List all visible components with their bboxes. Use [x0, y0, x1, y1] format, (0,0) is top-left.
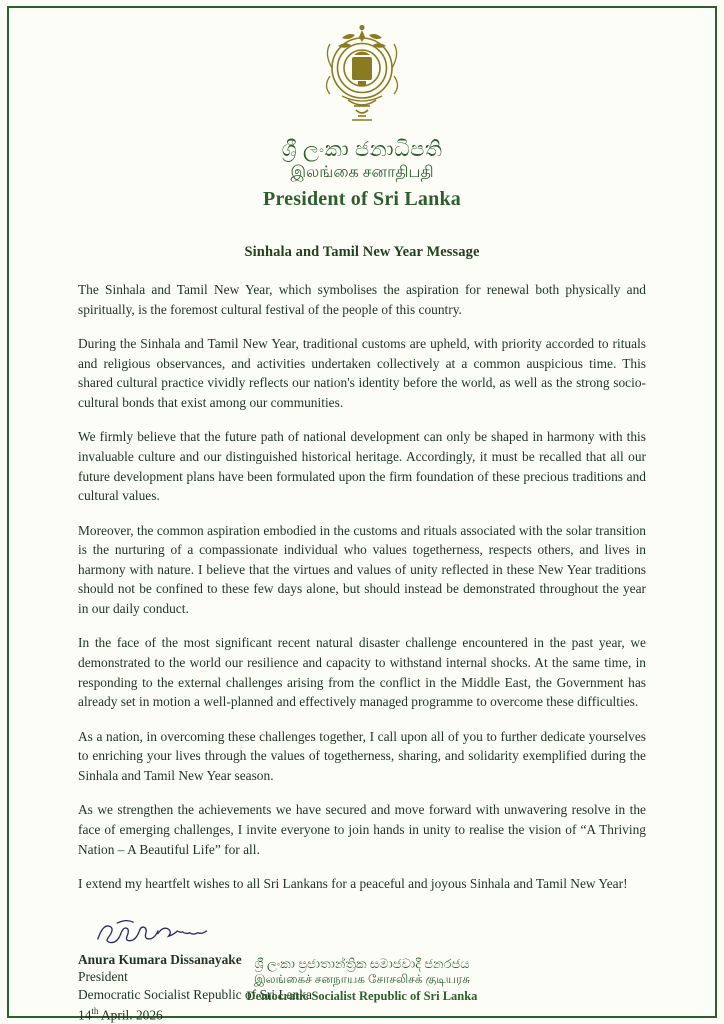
paragraph: The Sinhala and Tamil New Year, which symbolises the aspiration for renewal both physically and spiritually, is the foremost cultural festival of the people of this country. [78, 282, 646, 317]
letterhead [78, 136, 646, 211]
paragraph: We firmly believe that the future path of national development can only be shaped in harmony with this invaluable culture and our distinguished historical heritage. Accordingly, it must be recalled that all our future development plans have been formulated upon the firm foundation of these precious traditions and cultural values. [78, 429, 646, 504]
signatory-name: Anura Kumara Dissanayake [78, 951, 242, 967]
date-rest: April. 2026 [98, 1007, 163, 1023]
message-body [78, 280, 646, 894]
paragraph: As a nation, in overcoming these challenges together, I call upon all of you to further dedicate yourselves to enriching your lives through the values of togetherness, sharing, and solidarity exemplified during the Sinhala and Tamil New Year season. [78, 728, 646, 783]
letterhead-sinhala: ශ්‍රී ලංකා ජනාධිපති [281, 137, 443, 161]
signature-date [78, 1006, 646, 1023]
page-title: Sinhala and Tamil New Year Message [244, 244, 480, 261]
letterhead-tamil: இலங்கை சனாதிபதி [290, 164, 434, 182]
letterhead-english: President of Sri Lanka [263, 188, 461, 211]
paragraph: I extend my heartfelt wishes to all Sri Lankans for a peaceful and joyous Sinhala and Tamil New Year! [78, 876, 628, 892]
document-footer [0, 956, 724, 1005]
handwritten-signature-icon [82, 916, 232, 946]
footer-tamil: இலங்கைச் சனநாயக சோசலிசக் குடியரசு [253, 971, 471, 986]
footer-sinhala: ශ්‍රී ලංකා ප්‍රජාතාන්ත්‍රික සමාජවාදී ජනරජය [254, 955, 470, 971]
signatory-role: President [78, 968, 128, 984]
date-suffix: th [91, 1005, 99, 1016]
emblem-container [78, 24, 646, 132]
date-day: 14 [78, 1007, 92, 1023]
signatory-state: Democratic Socialist Republic of Sri Lanka [78, 986, 312, 1002]
paragraph: Moreover, the common aspiration embodied in the customs and rituals associated with the solar transition is the nurturing of a compassionate individual who values togetherness, respects others, and lives in harmony with nature. I believe that the virtues and values of unity reflected in these New Year traditions should not be confined to these few days alone, but should instead be demonstrated throughout the year in our daily conduct. [78, 522, 646, 616]
paragraph: As we strengthen the achievements we have secured and move forward with unwavering resolve in the face of emerging challenges, I invite everyone to join hands in unity to realise the vision of “A Thriving Nation – A Beautiful Life” for all. [78, 802, 646, 857]
footer-english: Democratic Socialist Republic of Sri Lanka [246, 988, 478, 1003]
paragraph: In the face of the most significant recent natural disaster challenge encountered in the past year, we demonstrated to the world our resilience and capacity to withstand internal shocks. At the same time, in responding to the external challenges arising from the conflict in the Middle East, the Government has already set in motion a well-planned and effectively managed programme to overcome these difficulties. [78, 635, 646, 710]
sri-lanka-national-emblem-icon [308, 24, 416, 128]
paragraph: During the Sinhala and Tamil New Year, traditional customs are upheld, with priority accorded to rituals and religious observances, and activities undertaken collectively at a common auspicious time. This shared cultural practice vividly reflects our nation's identity before the world, as well as the strong socio-cultural bonds that exist among our communities. [78, 336, 646, 410]
